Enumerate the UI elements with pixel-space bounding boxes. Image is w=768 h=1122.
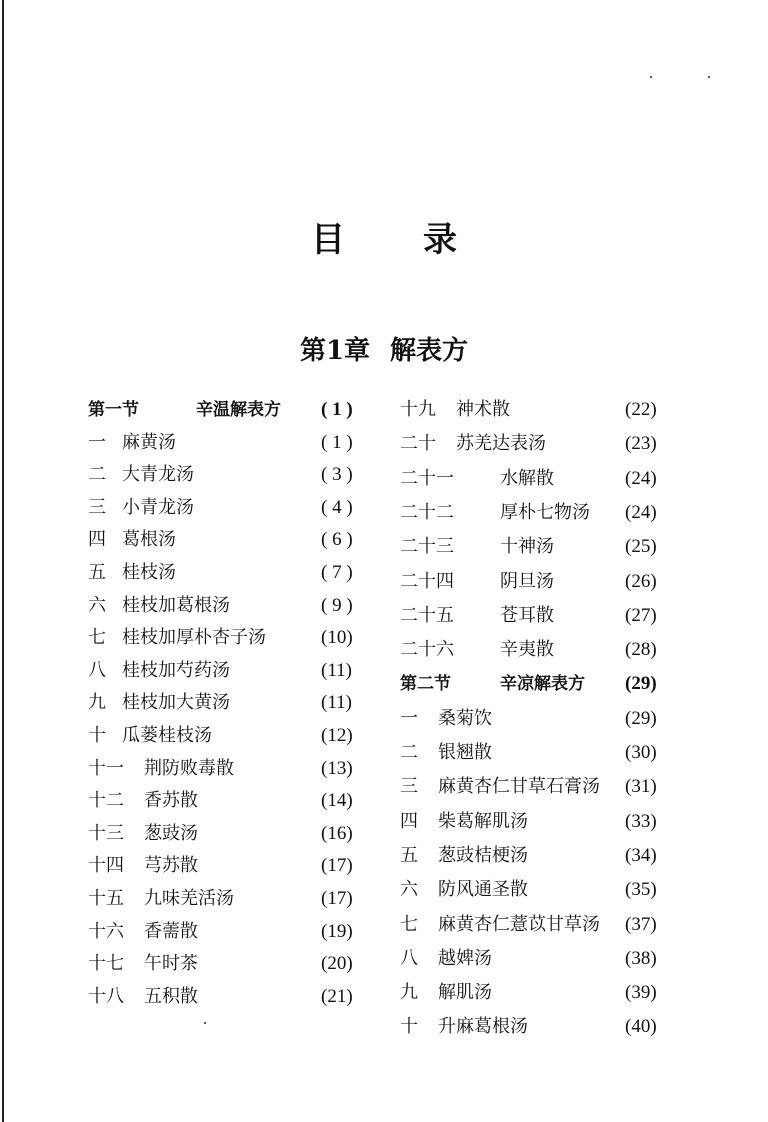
toc-entry-page: (14) xyxy=(321,790,353,812)
toc-entry-number: 二十二 xyxy=(400,501,454,523)
toc-entry-number: 十四 xyxy=(88,855,124,877)
page-title: 目录 xyxy=(311,220,535,260)
toc-entry-number: 二 xyxy=(88,464,106,486)
toc-entry-number: 二十五 xyxy=(400,604,454,626)
toc-entry-page: ( 7 ) xyxy=(321,562,353,583)
toc-entry-name: 银翘散 xyxy=(438,742,492,763)
toc-entry-number: 七 xyxy=(400,913,418,935)
toc-entry-name: 麻黄杏仁薏苡甘草汤 xyxy=(438,913,600,935)
toc-entry-page: (33) xyxy=(625,810,657,832)
toc-entry-name: 芎苏散 xyxy=(144,855,198,877)
toc-entry-number: 四 xyxy=(400,810,418,832)
toc-entry-page: (38) xyxy=(625,947,657,969)
toc-entry-page: (24) xyxy=(625,467,657,489)
page-edge-line xyxy=(2,0,4,1122)
toc-entry-name: 桂枝加芍药汤 xyxy=(122,659,230,681)
toc-entry-name: 苍耳散 xyxy=(500,604,554,626)
toc-entry-number: 九 xyxy=(400,982,418,1004)
toc-entry-name: 桂枝加厚朴杏子汤 xyxy=(122,627,266,649)
toc-entry-name: 辛温解表方 xyxy=(196,400,281,420)
toc-entry-page: ( 4 ) xyxy=(321,496,353,518)
scan-speck xyxy=(650,76,652,78)
toc-entry-page: (40) xyxy=(625,1016,657,1038)
toc-entry-page: ( 1 ) xyxy=(321,431,353,453)
toc-entry-page: (20) xyxy=(321,953,353,975)
toc-entry-page: (22) xyxy=(625,399,657,420)
toc-entry-name: 小青龙汤 xyxy=(122,496,194,518)
toc-entry-name: 神术散 xyxy=(456,399,510,420)
toc-entry-page: (25) xyxy=(625,536,657,558)
toc-entry-number: 十八 xyxy=(88,985,124,1007)
toc-entry-name: 水解散 xyxy=(500,467,554,489)
toc-entry-number: 二十三 xyxy=(400,536,454,558)
toc-entry-page: ( 3 ) xyxy=(321,464,353,486)
toc-entry-name: 葱豉汤 xyxy=(144,822,198,844)
toc-entry-page: (31) xyxy=(625,776,657,798)
toc-entry-name: 葱豉桔梗汤 xyxy=(438,844,528,866)
toc-entry-name: 桂枝汤 xyxy=(122,562,176,583)
toc-entry-name: 午时茶 xyxy=(144,953,198,975)
toc-entry-name: 葛根汤 xyxy=(122,529,176,551)
toc-entry-name: 解肌汤 xyxy=(438,982,492,1004)
toc-entry-number: 二十一 xyxy=(400,467,454,489)
toc-entry-number: 十七 xyxy=(88,953,124,975)
toc-entry-page: (11) xyxy=(321,692,352,714)
toc-entry-number: 十六 xyxy=(88,920,124,942)
toc-entry-name: 升麻葛根汤 xyxy=(438,1016,528,1038)
toc-entry-number: 八 xyxy=(88,659,106,681)
toc-entry-number: 七 xyxy=(88,627,106,649)
toc-entry-number: 六 xyxy=(400,879,418,901)
toc-entry-page: (17) xyxy=(321,888,353,909)
toc-entry-name: 瓜蒌桂枝汤 xyxy=(122,725,212,746)
toc-entry-number: 三 xyxy=(400,776,418,798)
toc-entry-name: 大青龙汤 xyxy=(122,464,194,486)
chapter-heading xyxy=(0,330,768,367)
toc-entry-name: 麻黄杏仁甘草石膏汤 xyxy=(438,776,600,798)
toc-entry-page: (16) xyxy=(321,822,353,844)
toc-entry-page: (10) xyxy=(321,627,353,649)
scan-speck xyxy=(204,1022,206,1024)
toc-entry-number: 四 xyxy=(88,529,106,551)
toc-entry-name: 桂枝加大黄汤 xyxy=(122,692,230,714)
toc-entry-number: 十 xyxy=(88,725,106,746)
toc-entry-name: 九味羌活汤 xyxy=(144,888,234,909)
toc-entry-page: (35) xyxy=(625,879,657,901)
toc-entry-number: 十五 xyxy=(88,888,124,909)
toc-entry-name: 荆防败毒散 xyxy=(144,757,234,779)
toc-entry-page: (30) xyxy=(625,742,657,763)
toc-entry-number: 一 xyxy=(400,707,418,729)
toc-entry-number: 九 xyxy=(88,692,106,714)
toc-entry-number: 第二节 xyxy=(400,674,451,695)
toc-entry-page: (17) xyxy=(321,855,353,877)
toc-entry-number: 六 xyxy=(88,594,106,616)
toc-entry-page: (21) xyxy=(321,985,353,1007)
toc-entry-name: 柴葛解肌汤 xyxy=(438,810,528,832)
toc-entry-page: (19) xyxy=(321,920,353,942)
toc-entry-page: ( 1 ) xyxy=(321,399,353,420)
toc-entry-page: (12) xyxy=(321,725,353,746)
toc-entry-page: (24) xyxy=(625,501,657,523)
toc-entry-number: 三 xyxy=(88,496,106,518)
toc-entry-number: 十二 xyxy=(88,790,124,812)
toc-entry-name: 苏羌达表汤 xyxy=(456,433,546,455)
toc-entry-number: 八 xyxy=(400,947,418,969)
toc-entry-page: (26) xyxy=(625,570,657,592)
toc-entry-page: ( 9 ) xyxy=(321,594,353,616)
toc-entry-number: 二十 xyxy=(400,433,436,455)
toc-entry-number: 十三 xyxy=(88,822,124,844)
toc-entry-page: (28) xyxy=(625,639,657,661)
toc-entry-page: (29) xyxy=(625,707,657,729)
toc-entry-name: 厚朴七物汤 xyxy=(500,501,590,523)
toc-entry-name: 辛夷散 xyxy=(500,639,554,661)
toc-entry-number: 二十四 xyxy=(400,570,454,592)
toc-entry-page: (39) xyxy=(625,982,657,1004)
toc-entry-name: 十神汤 xyxy=(500,536,554,558)
toc-entry-name: 五积散 xyxy=(144,985,198,1007)
toc-entry-number: 五 xyxy=(400,844,418,866)
toc-entry-page: (13) xyxy=(321,757,353,779)
toc-entry-name: 香苏散 xyxy=(144,790,198,812)
toc-entry-page: (29) xyxy=(625,673,657,695)
toc-entry-number: 第一节 xyxy=(88,400,139,420)
toc-entry-name: 桂枝加葛根汤 xyxy=(122,594,230,616)
toc-entry-page: (27) xyxy=(625,604,657,626)
toc-entry-page: (23) xyxy=(625,433,657,455)
toc-entry-number: 五 xyxy=(88,562,106,583)
toc-entry-number: 二 xyxy=(400,742,418,763)
toc-entry-name: 香薷散 xyxy=(144,920,198,942)
toc-entry-number: 一 xyxy=(88,431,106,453)
toc-entry-number: 十一 xyxy=(88,757,124,779)
toc-entry-name: 越婢汤 xyxy=(438,947,492,969)
toc-entry-page: (34) xyxy=(625,844,657,866)
toc-entry-name: 桑菊饮 xyxy=(438,707,492,729)
chapter-name: 解表方 xyxy=(390,336,469,366)
toc-entry-name: 辛凉解表方 xyxy=(500,674,585,695)
toc-entry-name: 麻黄汤 xyxy=(122,431,176,453)
toc-entry-name: 防风通圣散 xyxy=(438,879,528,901)
toc-entry-page: (11) xyxy=(321,659,352,681)
scan-speck xyxy=(708,76,710,78)
chapter-number: 第1章 xyxy=(299,336,371,366)
toc-entry-number: 十九 xyxy=(400,399,436,420)
toc-entry-name: 阴旦汤 xyxy=(500,570,554,592)
toc-entry-number: 十 xyxy=(400,1016,418,1038)
toc-entry-number: 二十六 xyxy=(400,639,454,661)
toc-entry-page: (37) xyxy=(625,913,657,935)
toc-entry-page: ( 6 ) xyxy=(321,529,353,551)
